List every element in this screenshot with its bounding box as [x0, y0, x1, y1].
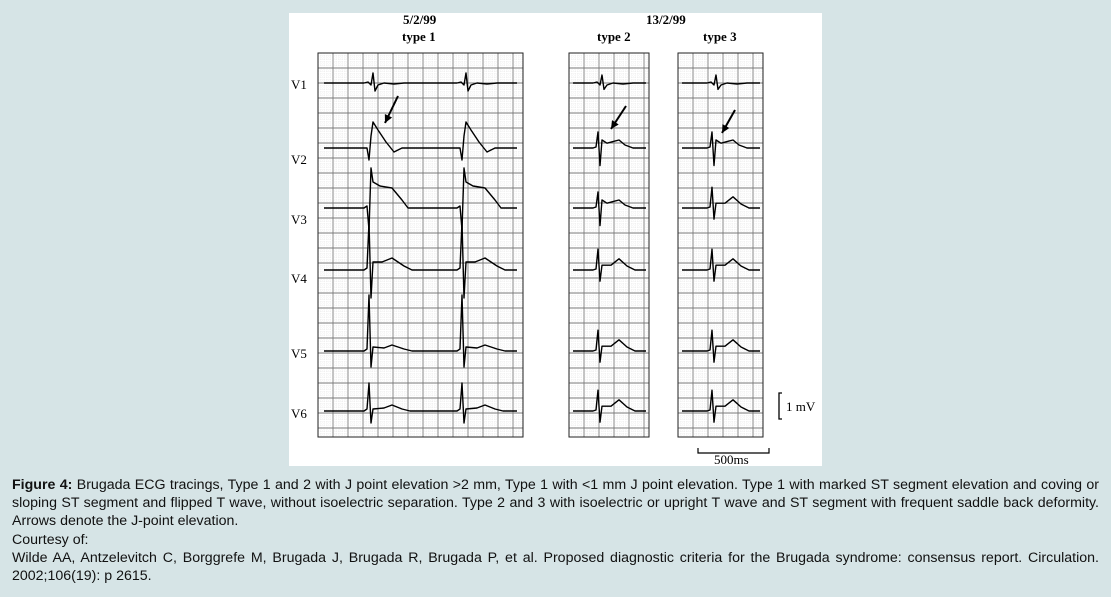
lead-v4: V4 — [291, 271, 307, 286]
trace-type1-v5 — [324, 295, 517, 367]
ecg-tracings — [289, 13, 822, 466]
lead-v1: V1 — [291, 77, 307, 92]
lead-v5: V5 — [291, 346, 307, 361]
caption-label: Figure 4: — [12, 477, 73, 493]
scale-mv-label: 1 mV — [786, 399, 816, 414]
figure-caption — [12, 476, 1099, 585]
lead-v6: V6 — [291, 406, 307, 421]
date-type2-3: 13/2/99 — [646, 12, 686, 27]
scale-mv-bar — [779, 393, 782, 419]
citation: Wilde AA, Antzelevitch C, Borggrefe M, Brugada J, Brugada R, Brugada P, et al. Proposed diagnostic criteria for the Brugada syndrome: consensus report. Circulation. 2002;106(19): p 2615. — [12, 549, 1099, 585]
label-type3: type 3 — [703, 29, 737, 44]
ecg-figure — [289, 13, 822, 466]
grid-type1 — [318, 53, 523, 437]
label-type1: type 1 — [402, 29, 436, 44]
scale-ms-label: 500ms — [714, 452, 749, 467]
lead-v2: V2 — [291, 152, 307, 167]
date-type1: 5/2/99 — [403, 12, 437, 27]
lead-v3: V3 — [291, 212, 307, 227]
trace-type1-v3 — [324, 168, 517, 230]
caption-body: Brugada ECG tracings, Type 1 and 2 with J point elevation >2 mm, Type 1 with <1 mm J point elevation. Type 1 with marked ST segment elevation and coving or sloping ST segment and flipped T wave, without isoelectric separation. Type 2 and 3 with isoelectric or upright T wave and ST segment with frequent saddle back deformity. Arrows denote the J-point elevation. — [12, 477, 1099, 530]
courtesy-line: Courtesy of: — [12, 531, 89, 548]
label-type2: type 2 — [597, 29, 631, 44]
trace-type1-v1 — [324, 73, 517, 91]
caption-text — [12, 476, 1099, 531]
grid-type3 — [678, 53, 763, 437]
arrow-type2 — [611, 106, 626, 129]
grid-type2 — [569, 53, 649, 437]
